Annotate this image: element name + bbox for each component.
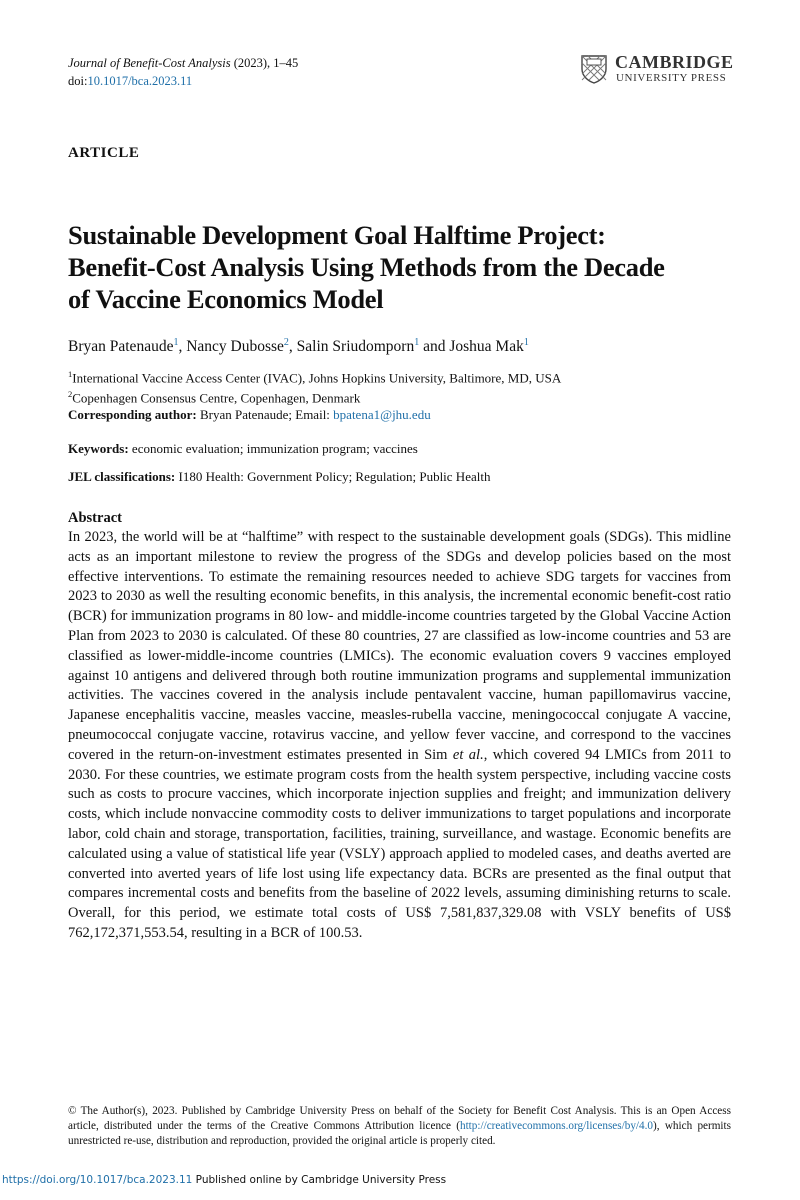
- publisher-logo: [579, 52, 739, 86]
- abstract-text: In 2023, the world will be at “halftime” with respect to the sustainable development goals (SDGs). This midline acts as an important milestone to review the progress of the SDGs and develop policies based on the most effective interventions. To estimate the remaining resources needed to achieve SDG targets for vaccines from 2023 to 2030 as well the resulting economic benefits, in this analysis, the incremental economic benefit-cost ratio (BCR) for immunization programs in 80 low- and middle-income countries targeted by the Global Vaccine Action Plan from 2023 to 2030 is calculated. Of these 80 countries, 27 are classified as low-income countries and 53 are classified as lower-middle-income countries (LMICs). The economic evaluation covers 9 vaccines employed against 10 antigens and delivered through both routine immunization programs and supplemental immunization activities. The vaccines covered in the analysis include pentavalent vaccine, human papillomavirus vaccine, Japanese encephalitis vaccine, measles vaccine, measles-rubella vaccine, meningococcal conjugate A vaccine, pneumococcal conjugate vaccine, rotavirus vaccine, and yellow fever vaccine, and correspond to the vaccines covered in the return-on-investment estimates presented in Sim: [68, 529, 731, 763]
- author-separator: ,: [288, 338, 297, 356]
- affiliation-item: [68, 366, 561, 386]
- title-line: of Vaccine Economics Model: [68, 284, 384, 314]
- corresponding-text: Bryan Patenaude; Email:: [196, 406, 334, 422]
- jel-label: JEL classifications:: [68, 469, 176, 484]
- author-list: [68, 337, 529, 356]
- corresponding-author: [68, 407, 561, 423]
- affiliation-number: 2: [68, 389, 73, 400]
- abstract-heading: Abstract: [68, 510, 122, 526]
- doi-link[interactable]: 10.1017/bca.2023.11: [87, 74, 193, 88]
- affiliation-text: International Vaccine Access Center (IVAC), Johns Hopkins University, Baltimore, MD, USA: [72, 370, 562, 386]
- author-affil-marker[interactable]: 1: [173, 337, 179, 348]
- page-footer: [2, 1174, 446, 1186]
- license-link[interactable]: http://creativecommons.org/licenses/by/4.0: [459, 1120, 654, 1132]
- keywords-text: economic evaluation; immunization program; vaccines: [128, 441, 418, 456]
- abstract-body: [68, 528, 731, 944]
- author-name: Joshua Mak: [449, 338, 524, 356]
- journal-header: [68, 54, 298, 90]
- journal-meta: (2023), 1–45: [230, 56, 299, 70]
- abstract-etal: et al.: [452, 746, 484, 763]
- author-separator: and: [419, 338, 450, 356]
- author-affil-marker[interactable]: 1: [414, 337, 420, 348]
- author-separator: ,: [178, 338, 187, 356]
- license-text: © The Author(s), 2023. Published by Cambridge University Press on behalf of the Society for Benefit Cost Analysis. This is an Open Access article, distributed under the terms of the Creative Commons Attribution licence (: [68, 1105, 731, 1132]
- author-affil-marker[interactable]: 2: [283, 337, 289, 348]
- corresponding-label: Corresponding author:: [68, 406, 197, 422]
- email-link[interactable]: bpatena1@jhu.edu: [333, 406, 431, 422]
- keywords: [68, 441, 418, 457]
- publisher-subname: UNIVERSITY PRESS: [616, 72, 727, 84]
- author-affil-marker[interactable]: 1: [523, 337, 529, 348]
- article-type-label: ARTICLE: [68, 145, 140, 161]
- jel-text: I180 Health: Government Policy; Regulation; Public Health: [175, 469, 491, 484]
- doi-prefix: doi:: [68, 74, 88, 88]
- publisher-name: CAMBRIDGE: [615, 52, 734, 72]
- author-name: Salin Sriudomporn: [296, 338, 415, 356]
- author-name: Nancy Dubosse: [186, 338, 284, 356]
- footer-doi-link[interactable]: https://doi.org/10.1017/bca.2023.11: [2, 1174, 193, 1186]
- affiliations: [68, 366, 561, 423]
- footer-text: Published online by Cambridge University Press: [192, 1174, 447, 1186]
- keywords-label: Keywords:: [68, 441, 129, 456]
- journal-name: Journal of Benefit-Cost Analysis: [68, 56, 231, 70]
- author-name: Bryan Patenaude: [68, 338, 174, 356]
- affiliation-number: 1: [68, 369, 73, 379]
- license-text: ), which permits unrestricted re-use, distribution and reproduction, provided the original article is properly cited.: [68, 1120, 731, 1147]
- title-line: Benefit-Cost Analysis Using Methods from the Decade: [68, 252, 665, 282]
- jel-classifications: [68, 469, 490, 485]
- cambridge-shield-icon: [579, 54, 609, 84]
- article-title: [68, 219, 748, 315]
- title-line: Sustainable Development Goal Halftime Project:: [68, 220, 606, 250]
- affiliation-text: Copenhagen Consensus Centre, Copenhagen, Denmark: [72, 390, 361, 406]
- license-notice: [68, 1104, 731, 1149]
- affiliation-item: [68, 386, 561, 406]
- abstract-text: , which covered 94 LMICs from 2011 to 2030. For these countries, we estimate program costs from the health system perspective, including vaccine costs such as costs to procure vaccines, which incorporate injection supplies and freight; and immunization delivery costs, which include nonvaccine commodity costs to deliver immunizations to target populations and incorporate labor, cold chain and storage, transportation, facilities, training, surveillance, and wastage. Economic benefits are calculated using a value of statistical life year (VSLY) approach applied to modeled cases, and deaths averted are converted into averted years of life lost using life expectancy data. BCRs are presented as the final output that compares incremental costs and benefits from the baseline of 2022 levels, assuming diminishing returns to scale. Overall, for this period, we estimate total costs of US$ 7,581,837,329.08 with VSLY benefits of US$ 762,172,371,553.54, resulting in a BCR of 100.53.: [68, 746, 731, 941]
